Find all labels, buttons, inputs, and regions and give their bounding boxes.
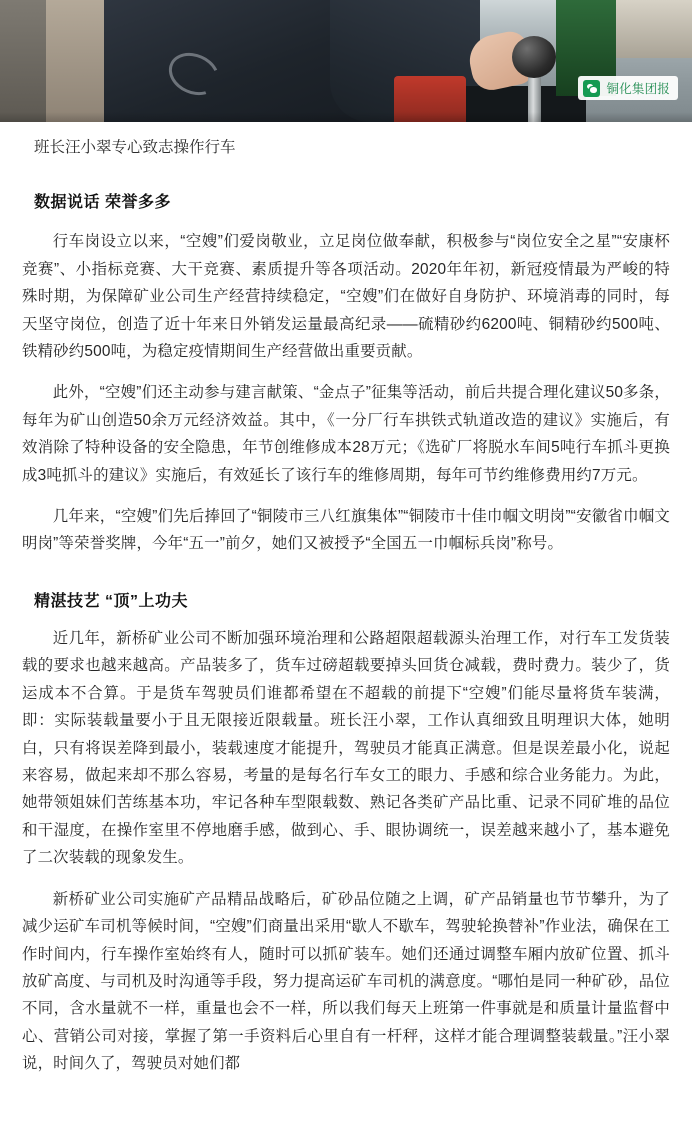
hero-bottom-shade	[0, 112, 692, 122]
paragraph: 近几年，新桥矿业公司不断加强环境治理和公路超限超载源头治理工作，对行车工发货装载的要求也越来越高。产品装多了，货车过磅超载要掉头回货仓减载，费时费力。装少了，货运成本不合算。于是货车驾驶员们谁都希望在不超载的前提下“空嫂”们能尽量将货车装满，即：实际装载量要小于且无限接近限载量。班长汪小翠，工作认真细致且明理识大体，她明白，只有将误差降到最小，装载速度才能提升，驾驶员才能真正满意。但是误差最小化，说起来容易，做起来却不那么容易，考量的是每名行车女工的眼力、手感和综合业务能力。为此，她带领姐妹们苦练基本功，牢记各种车型限载数、熟记各类矿产品比重、记录不同矿堆的品位和干湿度，在操作室里不停地磨手感，做到心、手、眼协调统一，误差越来越小了，基本避免了二次装载的现象发生。	[22, 629, 670, 867]
wechat-account-logo-icon	[583, 80, 600, 97]
photo-caption: 班长汪小翠专心致志操作行车	[34, 139, 236, 156]
paragraph: 新桥矿业公司实施矿产品精品战略后，矿砂品位随之上调，矿产品销量也节节攀升，为了减少运矿车司机等候时间，“空嫂”们商量出采用“歇人不歇车，驾驶轮换替补”作业法，确保在工作时间内，行车操作室始终有人，随时可以抓矿装车。她们还通过调整车厢内放矿位置、抓斗放矿高度、与司机及时沟通等手段，努力提高运矿车司机的满意度。“哪怕是同一种矿砂，品位不同，含水量就不一样，重量也会不一样，所以我们每天上班第一件事就是和质量计量监督中心、营销公司对接，掌握了第一手资料后心里自有一杆秤，这样才能合理调整装载量。”汪小翠说，时间久了，驾驶员对她们都	[22, 890, 670, 1073]
paragraph: 行车岗设立以来，“空嫂”们爱岗敬业，立足岗位做奉献，积极参与“岗位安全之星”“安康杯竞赛”、小指标竞赛、大干竞赛、素质提升等各项活动。2020年年初，新冠疫情最为严峻的特殊时期，为保障矿业公司生产经营持续稳定，“空嫂”们在做好自身防护、环境消毒的同时，每天坚守岗位，创造了近十年来日外销发运量最高纪录——硫精砂约6200吨、铜精砂约500吨、铁精砂约500吨，为稳定疫情期间生产经营做出重要贡献。	[22, 233, 670, 360]
control-lever-knob	[512, 36, 556, 78]
section-heading-1: 数据说话 荣誉多多	[34, 194, 171, 212]
paragraph: 几年来，“空嫂”们先后捧回了“铜陵市三八红旗集体”“铜陵市十佳巾帼文明岗”“安徽省巾帼文明岗”等荣誉奖牌，今年“五一”前夕，她们又被授予“全国五一巾帼标兵岗”称号。	[22, 508, 670, 553]
account-name: 铜化集团报	[606, 82, 670, 96]
hero-photo	[0, 0, 692, 122]
account-badge[interactable]	[578, 76, 678, 100]
background-wall-panel	[616, 0, 692, 58]
paragraph: 此外，“空嫂”们还主动参与建言献策、“金点子”征集等活动，前后共提合理化建议50多条，每年为矿山创造50余万元经济效益。其中，《一分厂行车拱铁式轨道改造的建议》实施后，有效消除了特种设备的安全隐患，年节创维修成本28万元；《选矿厂将脱水车间5吨行车抓斗更换成3吨抓斗的建议》实施后，有效延长了该行车的维修周期，每年可节约维修费用约7万元。	[22, 384, 670, 484]
section-heading-2: 精湛技艺 “顶”上功夫	[34, 592, 188, 610]
article-content	[0, 136, 692, 1078]
hero-left-wall	[0, 0, 46, 122]
